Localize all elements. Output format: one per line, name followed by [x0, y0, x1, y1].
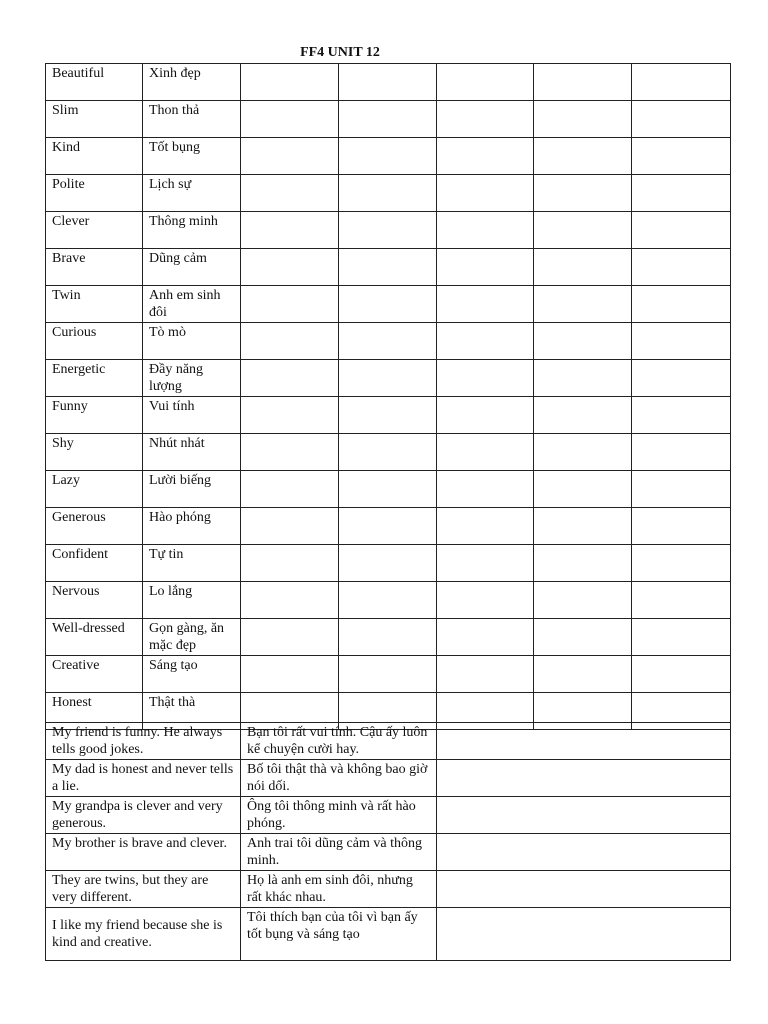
vocab-row [46, 101, 731, 138]
sentence-english: My grandpa is clever and very generous. [46, 797, 241, 834]
vocab-english: Polite [46, 175, 143, 212]
vocab-row [46, 434, 731, 471]
practice-cell [241, 656, 339, 693]
practice-cell [241, 212, 339, 249]
practice-cell [437, 871, 731, 908]
vocab-vietnamese: Tò mò [143, 323, 241, 360]
vocab-english: Nervous [46, 582, 143, 619]
vocab-english: Generous [46, 508, 143, 545]
practice-cell [632, 471, 731, 508]
practice-cell [632, 101, 731, 138]
practice-cell [437, 797, 731, 834]
practice-cell [339, 619, 437, 656]
vocab-row [46, 212, 731, 249]
sentence-english: My friend is funny. He always tells good jokes. [46, 723, 241, 760]
vocab-english: Energetic [46, 360, 143, 397]
practice-cell [437, 397, 534, 434]
practice-cell [534, 175, 632, 212]
practice-cell [339, 508, 437, 545]
practice-cell [632, 545, 731, 582]
practice-cell [437, 175, 534, 212]
sentence-english: They are twins, but they are very different. [46, 871, 241, 908]
sentence-row [46, 834, 731, 871]
practice-cell [632, 249, 731, 286]
practice-cell [632, 286, 731, 323]
practice-cell [534, 286, 632, 323]
practice-cell [437, 138, 534, 175]
practice-cell [437, 434, 534, 471]
practice-cell [534, 656, 632, 693]
vocab-english: Lazy [46, 471, 143, 508]
practice-cell [534, 249, 632, 286]
practice-cell [437, 619, 534, 656]
practice-cell [241, 360, 339, 397]
vocab-row [46, 545, 731, 582]
practice-cell [241, 286, 339, 323]
practice-cell [632, 656, 731, 693]
practice-cell [632, 64, 731, 101]
vocab-vietnamese: Hào phóng [143, 508, 241, 545]
practice-cell [632, 175, 731, 212]
vocabulary-table [45, 63, 731, 730]
practice-cell [241, 138, 339, 175]
practice-cell [534, 323, 632, 360]
vocab-row [46, 249, 731, 286]
vocab-vietnamese: Xinh đẹp [143, 64, 241, 101]
sentence-row [46, 797, 731, 834]
vocab-row [46, 508, 731, 545]
practice-cell [339, 323, 437, 360]
practice-cell [241, 64, 339, 101]
vocab-row [46, 323, 731, 360]
sentence-vietnamese: Anh trai tôi dũng cảm và thông minh. [241, 834, 437, 871]
practice-cell [534, 101, 632, 138]
practice-cell [632, 508, 731, 545]
practice-cell [437, 323, 534, 360]
practice-cell [437, 64, 534, 101]
practice-cell [534, 545, 632, 582]
vocab-vietnamese: Vui tính [143, 397, 241, 434]
practice-cell [437, 249, 534, 286]
vocab-vietnamese: Thông minh [143, 212, 241, 249]
practice-cell [339, 656, 437, 693]
practice-cell [241, 175, 339, 212]
vocab-vietnamese: Lười biếng [143, 471, 241, 508]
vocab-vietnamese: Anh em sinh đôi [143, 286, 241, 323]
vocab-english: Beautiful [46, 64, 143, 101]
practice-cell [437, 834, 731, 871]
sentence-vietnamese: Họ là anh em sinh đôi, nhưng rất khác nhau. [241, 871, 437, 908]
practice-cell [339, 64, 437, 101]
vocab-row [46, 360, 731, 397]
practice-cell [632, 397, 731, 434]
vocab-english: Creative [46, 656, 143, 693]
practice-cell [534, 64, 632, 101]
practice-cell [241, 249, 339, 286]
sentence-row [46, 723, 731, 760]
sentence-row [46, 871, 731, 908]
practice-cell [534, 397, 632, 434]
practice-cell [437, 508, 534, 545]
practice-cell [632, 138, 731, 175]
vocab-vietnamese: Lo lắng [143, 582, 241, 619]
practice-cell [241, 323, 339, 360]
practice-cell [339, 397, 437, 434]
practice-cell [339, 138, 437, 175]
sentence-vietnamese: Tôi thích bạn của tôi vì bạn ấy tốt bụng và sáng tạo [241, 908, 437, 961]
vocab-english: Brave [46, 249, 143, 286]
page-title: FF4 UNIT 12 [300, 45, 380, 60]
vocab-vietnamese: Lịch sự [143, 175, 241, 212]
practice-cell [339, 360, 437, 397]
practice-cell [241, 508, 339, 545]
practice-cell [534, 471, 632, 508]
sentence-table [45, 722, 731, 961]
practice-cell [437, 908, 731, 961]
vocab-vietnamese: Tốt bụng [143, 138, 241, 175]
practice-cell [632, 434, 731, 471]
practice-cell [632, 619, 731, 656]
practice-cell [437, 582, 534, 619]
vocab-vietnamese: Thật thà [143, 693, 241, 730]
practice-cell [437, 286, 534, 323]
vocab-row [46, 656, 731, 693]
practice-cell [437, 360, 534, 397]
practice-cell [632, 360, 731, 397]
vocab-english: Confident [46, 545, 143, 582]
sentence-english: My dad is honest and never tells a lie. [46, 760, 241, 797]
practice-cell [437, 656, 534, 693]
practice-cell [534, 508, 632, 545]
practice-cell [339, 101, 437, 138]
practice-cell [534, 212, 632, 249]
vocab-english: Shy [46, 434, 143, 471]
vocab-english: Kind [46, 138, 143, 175]
practice-cell [241, 101, 339, 138]
sentence-row [46, 908, 731, 961]
practice-cell [437, 101, 534, 138]
vocab-english: Honest [46, 693, 143, 730]
practice-cell [241, 582, 339, 619]
practice-cell [534, 582, 632, 619]
vocab-vietnamese: Gọn gàng, ăn mặc đẹp [143, 619, 241, 656]
vocab-vietnamese: Nhút nhát [143, 434, 241, 471]
vocab-english: Clever [46, 212, 143, 249]
vocab-english: Twin [46, 286, 143, 323]
practice-cell [632, 323, 731, 360]
vocab-row [46, 397, 731, 434]
vocab-vietnamese: Sáng tạo [143, 656, 241, 693]
practice-cell [241, 397, 339, 434]
vocab-vietnamese: Đầy năng lượng [143, 360, 241, 397]
practice-cell [437, 212, 534, 249]
practice-cell [534, 434, 632, 471]
sentence-vietnamese: Bạn tôi rất vui tính. Cậu ấy luôn kể chuyện cười hay. [241, 723, 437, 760]
practice-cell [534, 360, 632, 397]
vocab-english: Funny [46, 397, 143, 434]
vocab-vietnamese: Tự tin [143, 545, 241, 582]
sentence-row [46, 760, 731, 797]
vocab-english: Well-dressed [46, 619, 143, 656]
vocab-vietnamese: Dũng cảm [143, 249, 241, 286]
vocab-row [46, 471, 731, 508]
vocab-english: Slim [46, 101, 143, 138]
practice-cell [339, 249, 437, 286]
vocab-row [46, 582, 731, 619]
practice-cell [534, 138, 632, 175]
practice-cell [437, 760, 731, 797]
practice-cell [339, 471, 437, 508]
vocab-row [46, 175, 731, 212]
practice-cell [632, 582, 731, 619]
practice-cell [241, 471, 339, 508]
practice-cell [241, 545, 339, 582]
practice-cell [437, 471, 534, 508]
sentence-english: I like my friend because she is kind and creative. [46, 908, 241, 961]
practice-cell [534, 619, 632, 656]
sentence-vietnamese: Bố tôi thật thà và không bao giờ nói dối. [241, 760, 437, 797]
practice-cell [339, 212, 437, 249]
sentence-vietnamese: Ông tôi thông minh và rất hào phóng. [241, 797, 437, 834]
practice-cell [339, 175, 437, 212]
vocab-row [46, 64, 731, 101]
practice-cell [241, 434, 339, 471]
practice-cell [339, 434, 437, 471]
practice-cell [632, 212, 731, 249]
practice-cell [339, 286, 437, 323]
practice-cell [339, 582, 437, 619]
vocab-english: Curious [46, 323, 143, 360]
vocab-row [46, 138, 731, 175]
vocab-row [46, 286, 731, 323]
practice-cell [437, 723, 731, 760]
practice-cell [241, 619, 339, 656]
sentence-english: My brother is brave and clever. [46, 834, 241, 871]
vocab-row [46, 619, 731, 656]
practice-cell [339, 545, 437, 582]
vocab-vietnamese: Thon thả [143, 101, 241, 138]
practice-cell [437, 545, 534, 582]
